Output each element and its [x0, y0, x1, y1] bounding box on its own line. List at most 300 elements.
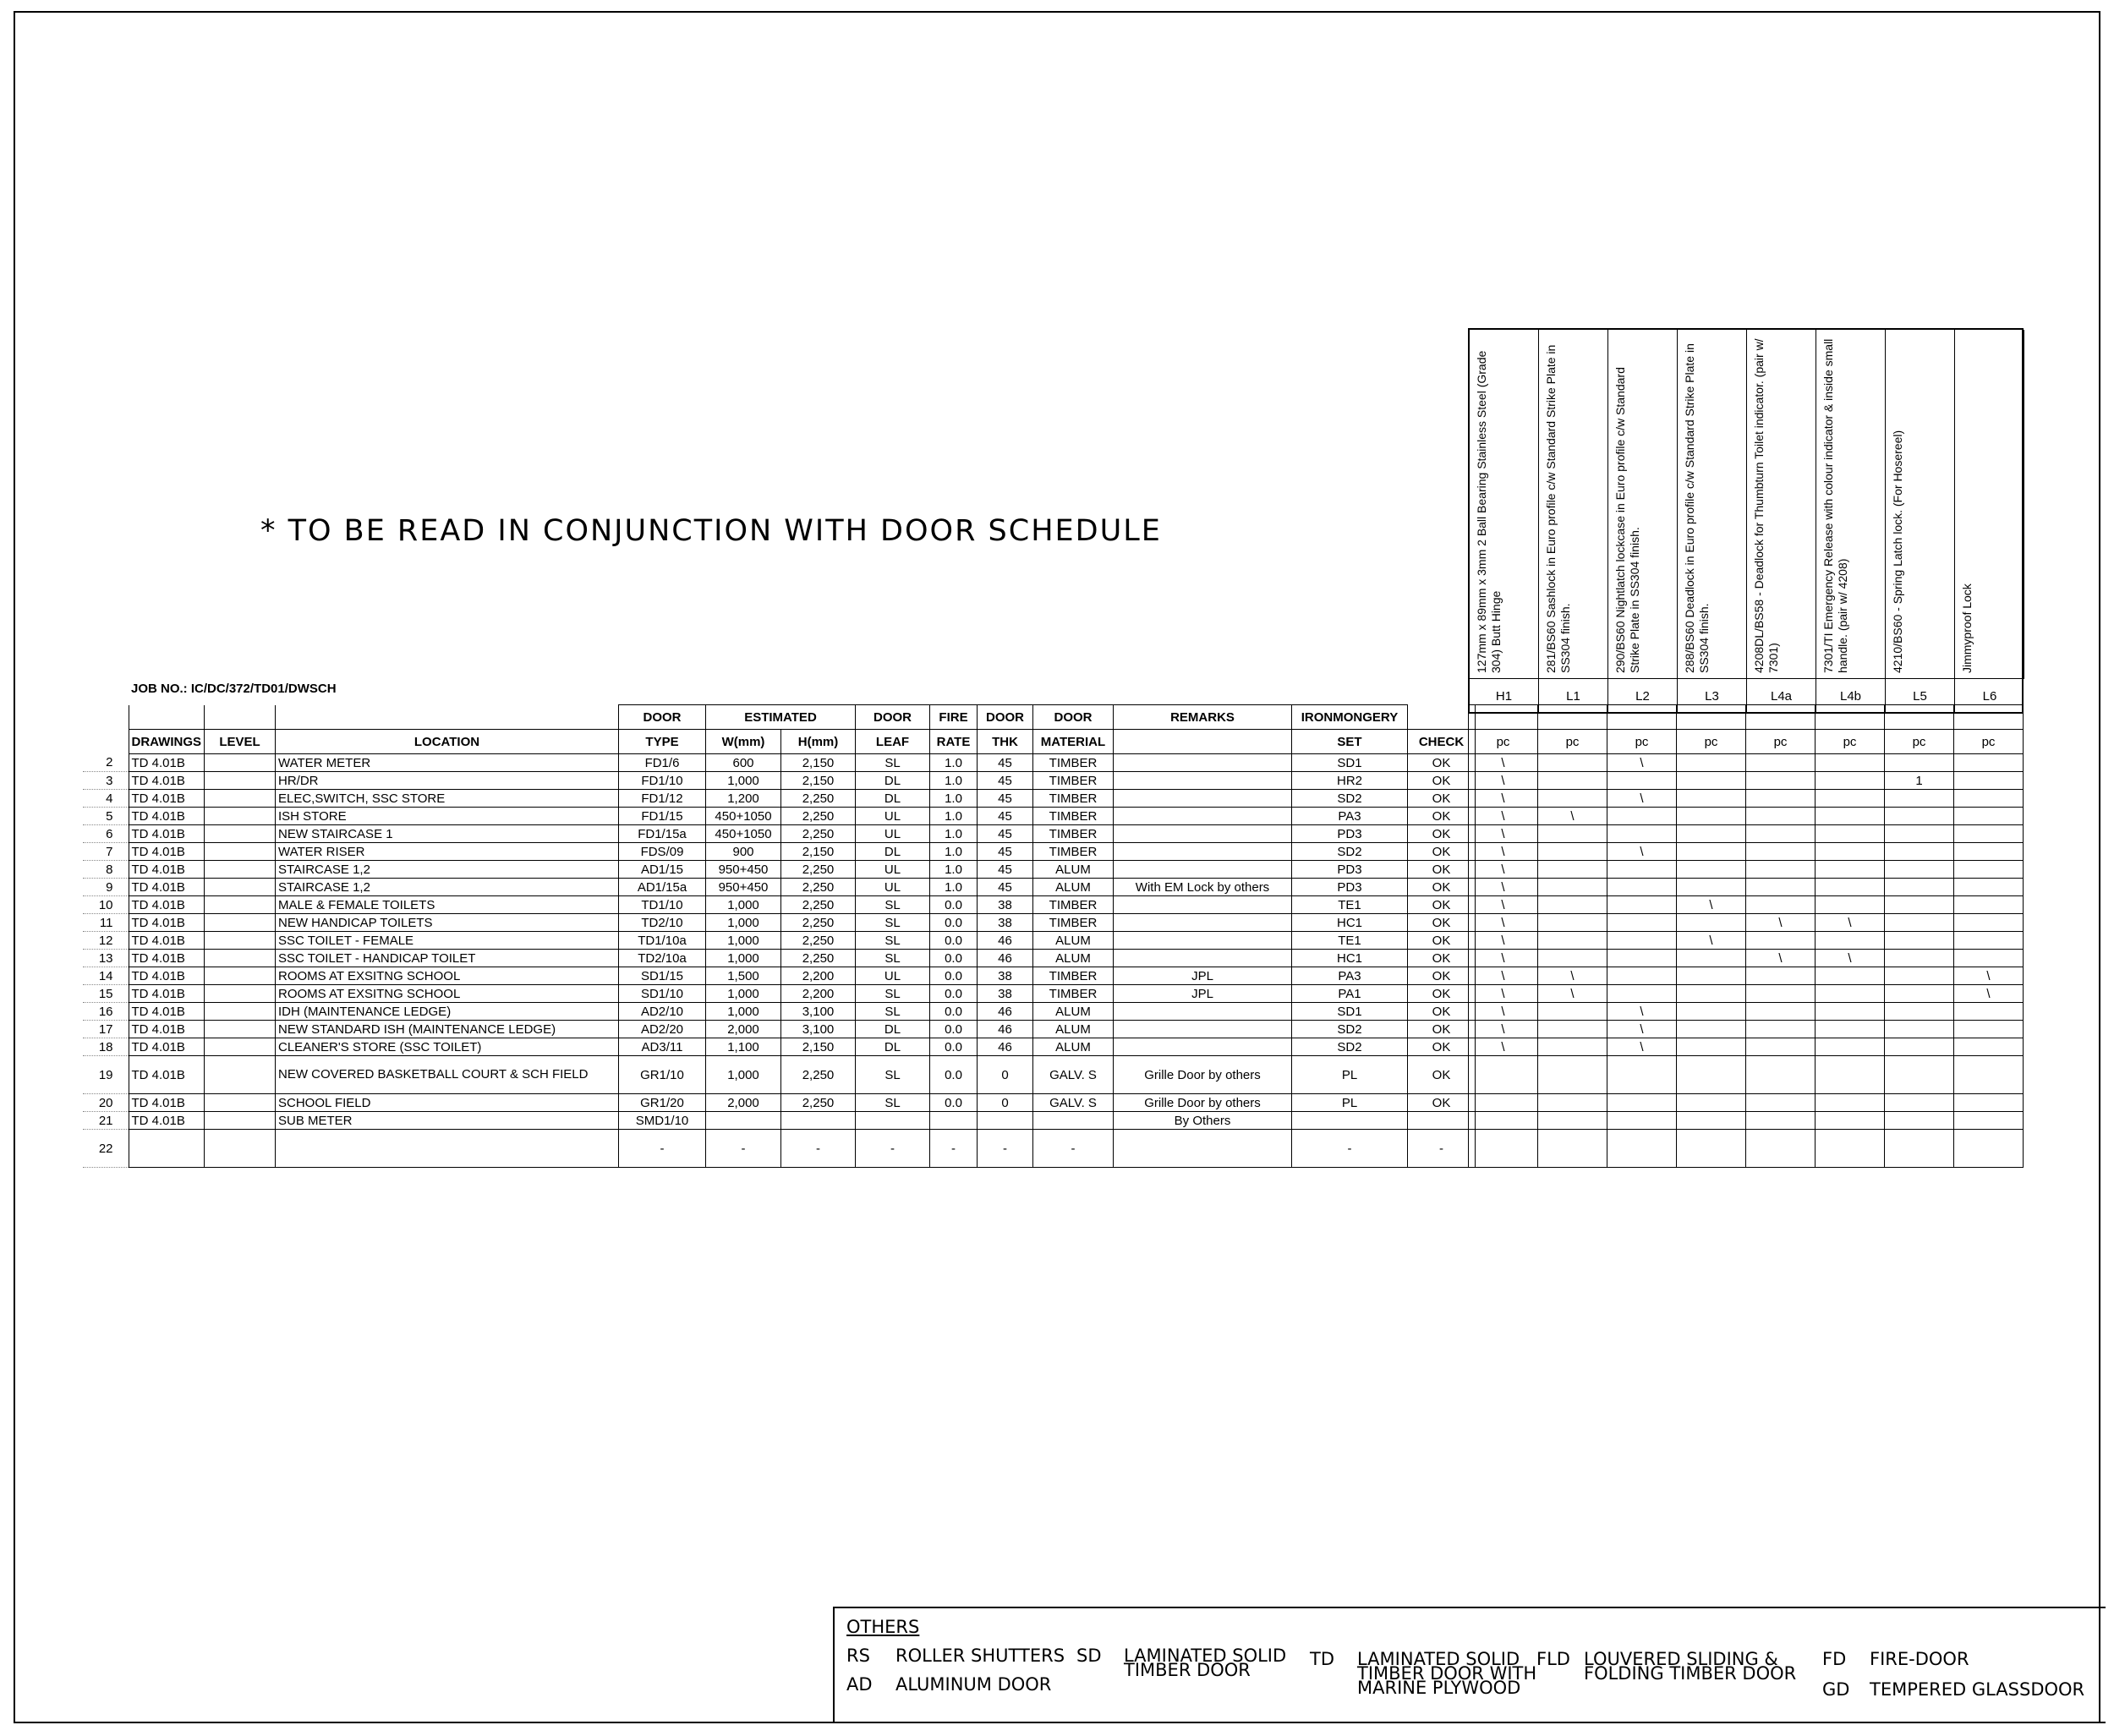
ironmongery-desc: 7301/TI Emergency Release with colour indicator & inside small handle. (pair w/ 4208)	[1821, 338, 1849, 673]
mark-cell	[1746, 896, 1816, 914]
cell-rem	[1114, 772, 1292, 790]
mark-cell	[1746, 861, 1816, 879]
cell-lvl	[205, 1003, 276, 1021]
header-row-2	[83, 730, 1476, 754]
cell-mat: TIMBER	[1033, 790, 1114, 808]
cell-fire: 0.0	[930, 1056, 978, 1094]
row-number: 6	[83, 825, 129, 843]
table-row	[83, 808, 1476, 825]
cell-mat: TIMBER	[1033, 754, 1114, 772]
mark-cell	[1469, 1112, 1538, 1130]
cell-w: 2,000	[706, 1094, 781, 1112]
mark-cell	[1607, 1130, 1677, 1168]
cell-chk: OK	[1408, 772, 1476, 790]
mark-cell	[1607, 1112, 1677, 1130]
mark-cell	[1885, 967, 1954, 985]
header-thk: THK	[978, 730, 1033, 754]
cell-type: FD1/12	[619, 790, 706, 808]
cell-chk: OK	[1408, 861, 1476, 879]
mark-cell	[1677, 1021, 1746, 1038]
cell-mat: ALUM	[1033, 1021, 1114, 1038]
mark-cell	[1954, 1056, 2024, 1094]
cell-dwg: TD 4.01B	[129, 754, 205, 772]
cell-w: 450+1050	[706, 825, 781, 843]
mark-cell	[1885, 985, 1954, 1003]
mark-cell	[1538, 879, 1607, 896]
cell-fire: 0.0	[930, 896, 978, 914]
cell-w: 1,000	[706, 914, 781, 932]
ironmongery-column	[1678, 330, 1747, 678]
cell-dwg: TD 4.01B	[129, 1112, 205, 1130]
mark-cell	[1816, 879, 1885, 896]
cell-set: PD3	[1292, 825, 1408, 843]
cell-leaf	[856, 1112, 930, 1130]
mark-cell: \	[1469, 1003, 1538, 1021]
cell-loc: SSC TOILET - HANDICAP TOILET	[276, 950, 619, 967]
cell-w: 1,000	[706, 1056, 781, 1094]
cell-fire: 0.0	[930, 1003, 978, 1021]
cell-dwg: TD 4.01B	[129, 879, 205, 896]
mark-cell	[1885, 879, 1954, 896]
cell-thk: 38	[978, 896, 1033, 914]
cell-mat: TIMBER	[1033, 772, 1114, 790]
cell-lvl	[205, 1021, 276, 1038]
cell-fire: 1.0	[930, 772, 978, 790]
door-schedule-table	[83, 704, 1476, 1168]
cell-lvl	[205, 950, 276, 967]
cell-mat: TIMBER	[1033, 985, 1114, 1003]
cell-h: 2,200	[781, 967, 856, 985]
cell-leaf: SL	[856, 1056, 930, 1094]
marks-header-cell	[1607, 705, 1677, 730]
cell-lvl	[205, 1038, 276, 1056]
cell-type: -	[619, 1130, 706, 1168]
cell-set: PA3	[1292, 808, 1408, 825]
cell-mat: TIMBER	[1033, 843, 1114, 861]
ironmongery-code: L5	[1886, 678, 1955, 714]
cell-type: TD2/10	[619, 914, 706, 932]
mark-cell: \	[1469, 950, 1538, 967]
mark-cell: 1	[1885, 772, 1954, 790]
row-number: 13	[83, 950, 129, 967]
cell-chk: OK	[1408, 985, 1476, 1003]
mark-cell	[1885, 825, 1954, 843]
cell-h: 2,150	[781, 1038, 856, 1056]
cell-thk: 46	[978, 1021, 1033, 1038]
mark-cell	[1954, 1112, 2024, 1130]
cell-type: FD1/10	[619, 772, 706, 790]
mark-cell	[1954, 896, 2024, 914]
cell-w: 1,000	[706, 932, 781, 950]
mark-cell	[1885, 808, 1954, 825]
cell-lvl	[205, 1056, 276, 1094]
marks-row	[1469, 1094, 2024, 1112]
mark-cell	[1816, 861, 1885, 879]
cell-loc: NEW STAIRCASE 1	[276, 825, 619, 843]
marks-row	[1469, 790, 2024, 808]
ironmongery-column	[1955, 330, 2024, 678]
mark-cell	[1816, 754, 1885, 772]
cell-w: 1,000	[706, 985, 781, 1003]
cell-w: 2,000	[706, 1021, 781, 1038]
marks-unit: pc	[1816, 730, 1885, 754]
mark-cell	[1746, 825, 1816, 843]
mark-cell	[1538, 1021, 1607, 1038]
row-number: 22	[83, 1130, 129, 1168]
mark-cell	[1954, 772, 2024, 790]
cell-loc: WATER METER	[276, 754, 619, 772]
cell-type: GR1/20	[619, 1094, 706, 1112]
header-height: H(mm)	[781, 730, 856, 754]
cell-h: 2,250	[781, 808, 856, 825]
mark-cell: \	[1746, 914, 1816, 932]
table-row	[83, 1094, 1476, 1112]
marks-header-cell	[1746, 705, 1816, 730]
marks-header-cell	[1538, 705, 1607, 730]
mark-cell	[1885, 861, 1954, 879]
mark-cell	[1538, 754, 1607, 772]
cell-type: TD1/10a	[619, 932, 706, 950]
mark-cell	[1816, 1130, 1885, 1168]
cell-h: 2,250	[781, 861, 856, 879]
cell-mat: GALV. S	[1033, 1056, 1114, 1094]
header-cell	[83, 705, 129, 730]
cell-leaf: UL	[856, 967, 930, 985]
row-number: 19	[83, 1056, 129, 1094]
cell-type: FD1/6	[619, 754, 706, 772]
cell-fire: -	[930, 1130, 978, 1168]
mark-cell	[1816, 1094, 1885, 1112]
cell-set: TE1	[1292, 932, 1408, 950]
mark-cell: \	[1607, 754, 1677, 772]
mark-cell	[1885, 1038, 1954, 1056]
mark-cell	[1538, 896, 1607, 914]
cell-loc: SSC TOILET - FEMALE	[276, 932, 619, 950]
header-thk-top: DOOR	[978, 705, 1033, 730]
cell-lvl	[205, 1094, 276, 1112]
marks-header-cell	[1954, 705, 2024, 730]
cell-thk: 38	[978, 985, 1033, 1003]
mark-cell	[1607, 914, 1677, 932]
ironmongery-code: L6	[1955, 678, 2024, 714]
mark-cell	[1954, 1130, 2024, 1168]
mark-cell	[1954, 754, 2024, 772]
mark-cell	[1607, 950, 1677, 967]
row-number: 20	[83, 1094, 129, 1112]
marks-header-cell	[1885, 705, 1954, 730]
header-cell	[1114, 730, 1292, 754]
header-fire: FIRE	[930, 705, 978, 730]
cell-rem	[1114, 896, 1292, 914]
cell-loc: ROOMS AT EXSITNG SCHOOL	[276, 985, 619, 1003]
cell-w: 1,100	[706, 1038, 781, 1056]
row-number: 10	[83, 896, 129, 914]
cell-lvl	[205, 754, 276, 772]
marks-unit-row	[1469, 730, 2024, 754]
mark-cell	[1816, 1021, 1885, 1038]
mark-cell	[1607, 861, 1677, 879]
mark-cell	[1954, 932, 2024, 950]
ironmongery-code: L4a	[1747, 678, 1816, 714]
cell-thk: 45	[978, 790, 1033, 808]
marks-header-cell	[1816, 705, 1885, 730]
cell-chk: OK	[1408, 967, 1476, 985]
mark-cell	[1954, 1021, 2024, 1038]
mark-cell	[1677, 861, 1746, 879]
cell-h: 2,250	[781, 914, 856, 932]
cell-lvl	[205, 967, 276, 985]
cell-mat: ALUM	[1033, 879, 1114, 896]
marks-row	[1469, 1038, 2024, 1056]
cell-fire: 1.0	[930, 790, 978, 808]
cell-lvl	[205, 825, 276, 843]
mark-cell	[1816, 1112, 1885, 1130]
mark-cell	[1746, 1056, 1816, 1094]
cell-fire: 0.0	[930, 1021, 978, 1038]
cell-w	[706, 1112, 781, 1130]
ironmongery-column	[1886, 330, 1955, 678]
mark-cell	[1746, 1021, 1816, 1038]
mark-cell: \	[1538, 985, 1607, 1003]
cell-thk: 45	[978, 772, 1033, 790]
cell-leaf: SL	[856, 1094, 930, 1112]
marks-row	[1469, 825, 2024, 843]
cell-dwg: TD 4.01B	[129, 808, 205, 825]
mark-cell	[1954, 808, 2024, 825]
cell-thk: 46	[978, 950, 1033, 967]
header-type: TYPE	[619, 730, 706, 754]
cell-lvl	[205, 808, 276, 825]
cell-thk: 45	[978, 754, 1033, 772]
row-number: 17	[83, 1021, 129, 1038]
cell-leaf: UL	[856, 861, 930, 879]
mark-cell	[1677, 1112, 1746, 1130]
cell-leaf: UL	[856, 825, 930, 843]
cell-rem: JPL	[1114, 967, 1292, 985]
mark-cell	[1607, 896, 1677, 914]
mark-cell: \	[1607, 843, 1677, 861]
mark-cell: \	[1469, 1021, 1538, 1038]
mark-cell	[1538, 1094, 1607, 1112]
cell-leaf: DL	[856, 772, 930, 790]
marks-row	[1469, 1130, 2024, 1168]
cell-set: SD1	[1292, 1003, 1408, 1021]
cell-rem	[1114, 861, 1292, 879]
mark-cell	[1677, 790, 1746, 808]
mark-cell: \	[1469, 1038, 1538, 1056]
ironmongery-column	[1816, 330, 1886, 678]
header-cell	[276, 705, 619, 730]
cell-loc: HR/DR	[276, 772, 619, 790]
mark-cell: \	[1469, 879, 1538, 896]
cell-lvl	[205, 1112, 276, 1130]
cell-h: 2,150	[781, 843, 856, 861]
header-cell	[129, 705, 205, 730]
mark-cell	[1746, 879, 1816, 896]
mark-cell	[1469, 1094, 1538, 1112]
mark-cell	[1954, 1003, 2024, 1021]
cell-mat: ALUM	[1033, 1003, 1114, 1021]
header-set: SET	[1292, 730, 1408, 754]
cell-mat: TIMBER	[1033, 914, 1114, 932]
ironmongery-desc: 127mm x 89mm x 3mm 2 Ball Bearing Stainless Steel (Grade 304) Butt Hinge	[1475, 350, 1503, 673]
cell-thk: 38	[978, 914, 1033, 932]
cell-dwg: TD 4.01B	[129, 772, 205, 790]
cell-rem	[1114, 754, 1292, 772]
ironmongery-desc: 4210/BS60 - Spring Latch lock. (For Hosereel)	[1891, 430, 1904, 673]
cell-set: HC1	[1292, 914, 1408, 932]
row-number: 14	[83, 967, 129, 985]
cell-chk: OK	[1408, 950, 1476, 967]
cell-h: 2,250	[781, 896, 856, 914]
mark-cell: \	[1469, 932, 1538, 950]
cell-type: AD1/15a	[619, 879, 706, 896]
mark-cell	[1746, 843, 1816, 861]
table-row	[83, 932, 1476, 950]
mark-cell	[1885, 790, 1954, 808]
cell-type: AD2/10	[619, 1003, 706, 1021]
cell-chk: OK	[1408, 932, 1476, 950]
marks-row	[1469, 967, 2024, 985]
header-material-top: DOOR	[1033, 705, 1114, 730]
cell-type: SD1/10	[619, 985, 706, 1003]
mark-cell	[1816, 808, 1885, 825]
mark-cell	[1954, 950, 2024, 967]
cell-loc: ROOMS AT EXSITNG SCHOOL	[276, 967, 619, 985]
header-cell	[1408, 705, 1476, 730]
marks-unit: pc	[1607, 730, 1677, 754]
mark-cell: \	[1469, 825, 1538, 843]
table-row	[83, 967, 1476, 985]
marks-row	[1469, 879, 2024, 896]
mark-cell: \	[1677, 896, 1746, 914]
table-row	[83, 1112, 1476, 1130]
ironmongery-code: H1	[1470, 678, 1539, 714]
cell-w: 950+450	[706, 861, 781, 879]
cell-fire: 1.0	[930, 843, 978, 861]
cell-type: SD1/15	[619, 967, 706, 985]
mark-cell	[1607, 932, 1677, 950]
mark-cell	[1954, 914, 2024, 932]
cell-h	[781, 1112, 856, 1130]
marks-row	[1469, 772, 2024, 790]
mark-cell	[1538, 914, 1607, 932]
ironmongery-column	[1608, 330, 1678, 678]
mark-cell	[1746, 772, 1816, 790]
mark-cell: \	[1677, 932, 1746, 950]
marks-row	[1469, 1021, 2024, 1038]
cell-mat	[1033, 1112, 1114, 1130]
cell-chk: -	[1408, 1130, 1476, 1168]
mark-cell	[1816, 967, 1885, 985]
cell-thk: 38	[978, 967, 1033, 985]
marks-row	[1469, 914, 2024, 932]
mark-cell	[1677, 843, 1746, 861]
mark-cell	[1885, 932, 1954, 950]
mark-cell	[1538, 861, 1607, 879]
mark-cell	[1677, 825, 1746, 843]
mark-cell: \	[1469, 808, 1538, 825]
legend-desc: LOUVERED SLIDING & FOLDING TIMBER DOOR	[1584, 1649, 1797, 1684]
cell-rem	[1114, 843, 1292, 861]
ironmongery-code: L4b	[1816, 678, 1886, 714]
mark-cell	[1885, 950, 1954, 967]
cell-chk: OK	[1408, 754, 1476, 772]
mark-cell	[1538, 1038, 1607, 1056]
marks-unit: pc	[1885, 730, 1954, 754]
ironmongery-column	[1470, 330, 1539, 678]
marks-row	[1469, 843, 2024, 861]
mark-cell: \	[1469, 772, 1538, 790]
header-drawings: DRAWINGS	[129, 730, 205, 754]
table-row	[83, 1003, 1476, 1021]
cell-chk: OK	[1408, 1056, 1476, 1094]
mark-cell	[1746, 985, 1816, 1003]
mark-cell: \	[1469, 914, 1538, 932]
mark-cell	[1469, 1056, 1538, 1094]
mark-cell: \	[1816, 950, 1885, 967]
cell-set: PL	[1292, 1056, 1408, 1094]
cell-leaf: DL	[856, 843, 930, 861]
mark-cell	[1885, 1094, 1954, 1112]
cell-rem	[1114, 1130, 1292, 1168]
cell-loc: IDH (MAINTENANCE LEDGE)	[276, 1003, 619, 1021]
cell-leaf: DL	[856, 1021, 930, 1038]
cell-thk: 45	[978, 808, 1033, 825]
cell-set: SD2	[1292, 1021, 1408, 1038]
cell-dwg	[129, 1130, 205, 1168]
mark-cell	[1538, 825, 1607, 843]
cell-type: TD2/10a	[619, 950, 706, 967]
mark-cell	[1954, 879, 2024, 896]
cell-thk	[978, 1112, 1033, 1130]
cell-w: 1,500	[706, 967, 781, 985]
cell-w: 1,000	[706, 896, 781, 914]
legend-code: SD	[1076, 1646, 1102, 1666]
legend-desc: ROLLER SHUTTERS	[895, 1646, 1065, 1666]
ironmongery-code: L2	[1608, 678, 1678, 714]
mark-cell: \	[1538, 808, 1607, 825]
row-number: 2	[83, 754, 129, 772]
mark-cell	[1746, 808, 1816, 825]
mark-cell	[1954, 825, 2024, 843]
cell-leaf: DL	[856, 1038, 930, 1056]
cell-lvl	[205, 843, 276, 861]
cell-w: -	[706, 1130, 781, 1168]
mark-cell	[1816, 985, 1885, 1003]
cell-mat: ALUM	[1033, 1038, 1114, 1056]
marks-row	[1469, 1112, 2024, 1130]
table-row	[83, 825, 1476, 843]
header-leaf: LEAF	[856, 730, 930, 754]
table-row	[83, 950, 1476, 967]
mark-cell	[1538, 932, 1607, 950]
mark-cell	[1954, 861, 2024, 879]
legend-desc: TEMPERED GLASSDOOR	[1870, 1679, 2085, 1700]
table-row	[83, 1021, 1476, 1038]
cell-w: 1,000	[706, 950, 781, 967]
legend-code: FLD	[1536, 1649, 1570, 1669]
cell-mat: ALUM	[1033, 861, 1114, 879]
mark-cell: \	[1469, 861, 1538, 879]
mark-cell	[1677, 879, 1746, 896]
cell-fire: 1.0	[930, 808, 978, 825]
cell-lvl	[205, 932, 276, 950]
row-number: 12	[83, 932, 129, 950]
row-number: 7	[83, 843, 129, 861]
mark-cell	[1677, 772, 1746, 790]
mark-cell: \	[1469, 790, 1538, 808]
